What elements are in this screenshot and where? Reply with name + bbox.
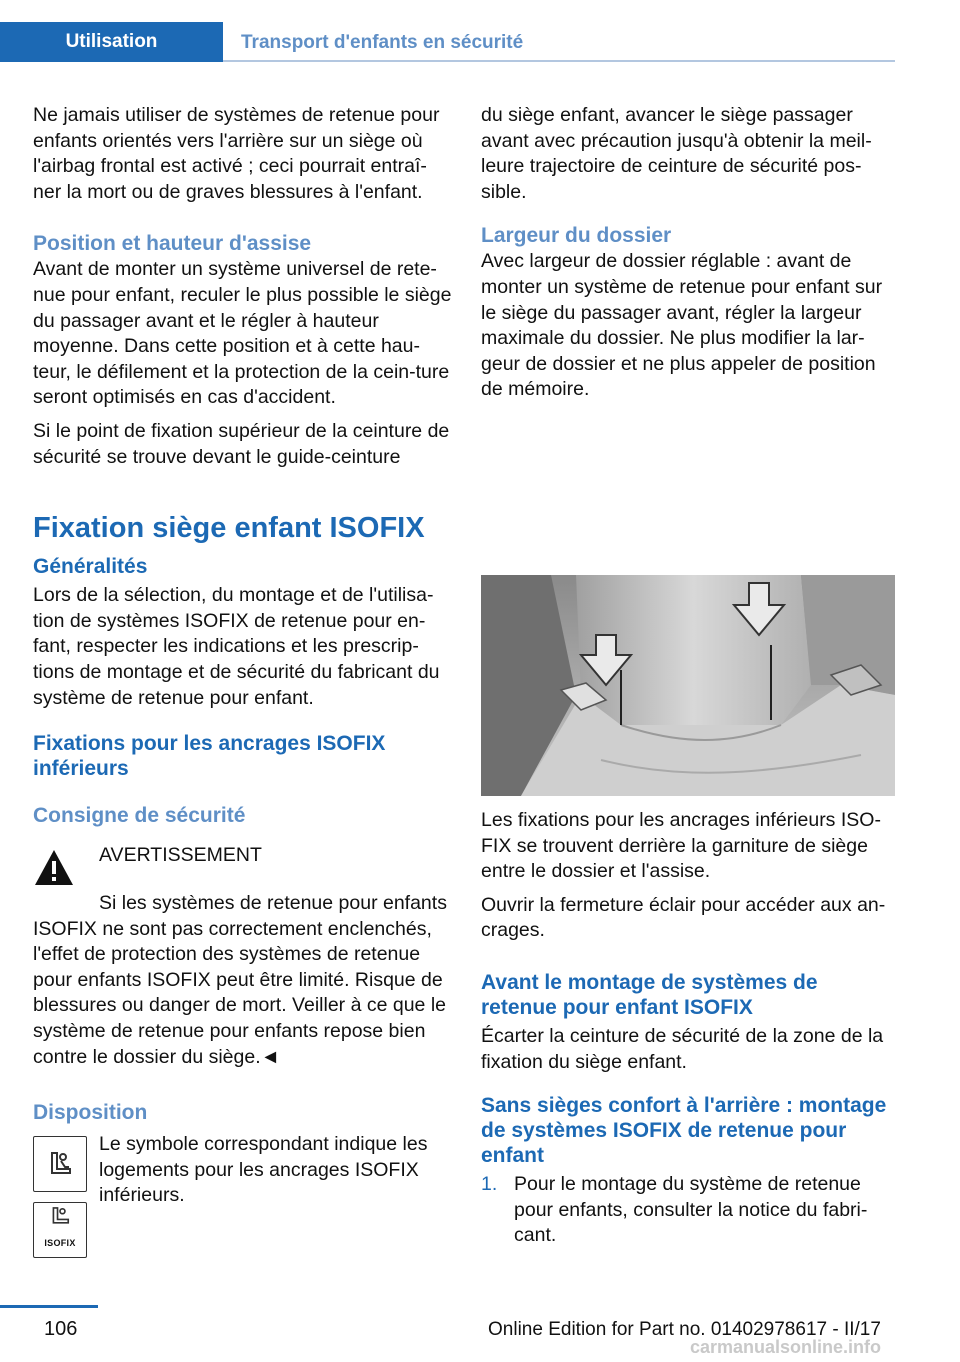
header-bar — [0, 22, 895, 62]
heading-generalites: Généralités — [33, 555, 148, 579]
paragraph: Avec largeur de dossier réglable : avant de monter un système de retenue pour enfant sur le siège du passager avant, régler la largeur maximale du dossier. Ne plus modifier la lar-geur de dossier et ne plus appeler de position de mémoire. — [481, 250, 883, 401]
heading-fixations: Fixations pour les ancrages ISOFIX inférieurs — [33, 732, 386, 781]
header-rule — [223, 60, 895, 62]
paragraph: Ne jamais utiliser de systèmes de retenue pour enfants orientés vers l'arrière sur un siège où l'airbag frontal est activé ; ceci pourrait entraî-ner la mort ou de graves blessures à l'enfant. — [33, 104, 440, 203]
child-seat-symbol — [33, 1136, 87, 1192]
left-column — [33, 103, 453, 1258]
section-tab-active[interactable]: Utilisation — [0, 22, 223, 62]
paragraph: Lors de la sélection, du montage et de l'utilisa-tion de systèmes ISOFIX de retenue pour en-fant, respecter les indications et les prescrip-tions de montage et de sécurité du fabricant du système de retenue pour enfant. — [33, 584, 440, 709]
watermark: carmanualsonline.info — [690, 1337, 882, 1357]
edition-text: Online Edition for Part no. 01402978617 - II/17 — [488, 1319, 881, 1340]
paragraph: Le symbole correspondant indique les logements pour les ancrages ISOFIX inférieurs. — [99, 1133, 428, 1207]
paragraph: Écarter la ceinture de sécurité de la zone de la fixation du siège enfant. — [481, 1024, 884, 1073]
isofix-label: ISOFIX — [44, 1237, 76, 1248]
paragraph: Si le point de fixation supérieur de la ceinture de sécurité se trouve devant le guide-ceinture — [33, 419, 450, 468]
heading-consigne: Consigne de sécurité — [33, 804, 246, 828]
warning-block — [33, 843, 453, 889]
isofix-anchors-illustration — [481, 575, 895, 796]
right-column-lower — [481, 808, 896, 1249]
heading-position: Position et hauteur d'assise — [33, 232, 312, 256]
list-item — [481, 1172, 896, 1249]
disposition-block — [33, 1133, 453, 1258]
paragraph: Avant de monter un système universel de rete-nue pour enfant, reculer le plus possible le siège du passager avant et le régler à hauteur moyenne. Dans cette position et à cette hau-teur, le défilement et la protection de la cein-ture seront optimisés en cas d'accident. — [33, 258, 452, 409]
page-number: 106 — [44, 1318, 78, 1340]
heading-avant: Avant le montage de systèmes de retenue pour enfant ISOFIX — [481, 970, 818, 1019]
child-seat-icon — [43, 1147, 77, 1181]
section-tab-title[interactable]: Transport d'enfants en sécurité — [241, 32, 524, 53]
heading-largeur: Largeur du dossier — [481, 224, 672, 248]
list-text: Pour le montage du système de retenue pour enfants, consulter la notice du fabri-cant. — [514, 1173, 868, 1247]
heading-disposition: Disposition — [33, 1101, 148, 1125]
list-number: 1. — [481, 1173, 498, 1196]
warning-title: AVERTISSEMENT — [99, 844, 262, 867]
paragraph: Les fixations pour les ancrages inférieurs ISO-FIX se trouvent derrière la garniture de siège entre le dossier et l'assise. — [481, 809, 881, 883]
heading-sans: Sans sièges confort à l'arrière : montage de systèmes ISOFIX de retenue pour enfant — [481, 1094, 887, 1168]
paragraph: Ouvrir la fermeture éclair pour accéder aux an-crages. — [481, 893, 886, 942]
warning-body: Si les systèmes de retenue pour enfants ISOFIX ne sont pas correctement enclenchés, l'effet de protection des systèmes de retenue pour enfants ISOFIX peut être limité. Risque de blessures ou danger de mort. Veiller à ce que le système de retenue pour enfants repose bien contre le dossier du siège.◄ — [33, 892, 447, 1068]
right-column — [481, 103, 896, 411]
heading-isofix: Fixation siège enfant ISOFIX — [33, 512, 425, 545]
warning-triangle-icon — [33, 847, 75, 889]
isofix-symbol — [33, 1202, 87, 1258]
paragraph: du siège enfant, avancer le siège passager avant avec précaution jusqu'à obtenir la meil-leure trajectoire de ceinture de sécurité pos-sible. — [481, 104, 872, 203]
isofix-seat-icon — [46, 1204, 74, 1230]
footer-rule — [0, 1305, 98, 1308]
